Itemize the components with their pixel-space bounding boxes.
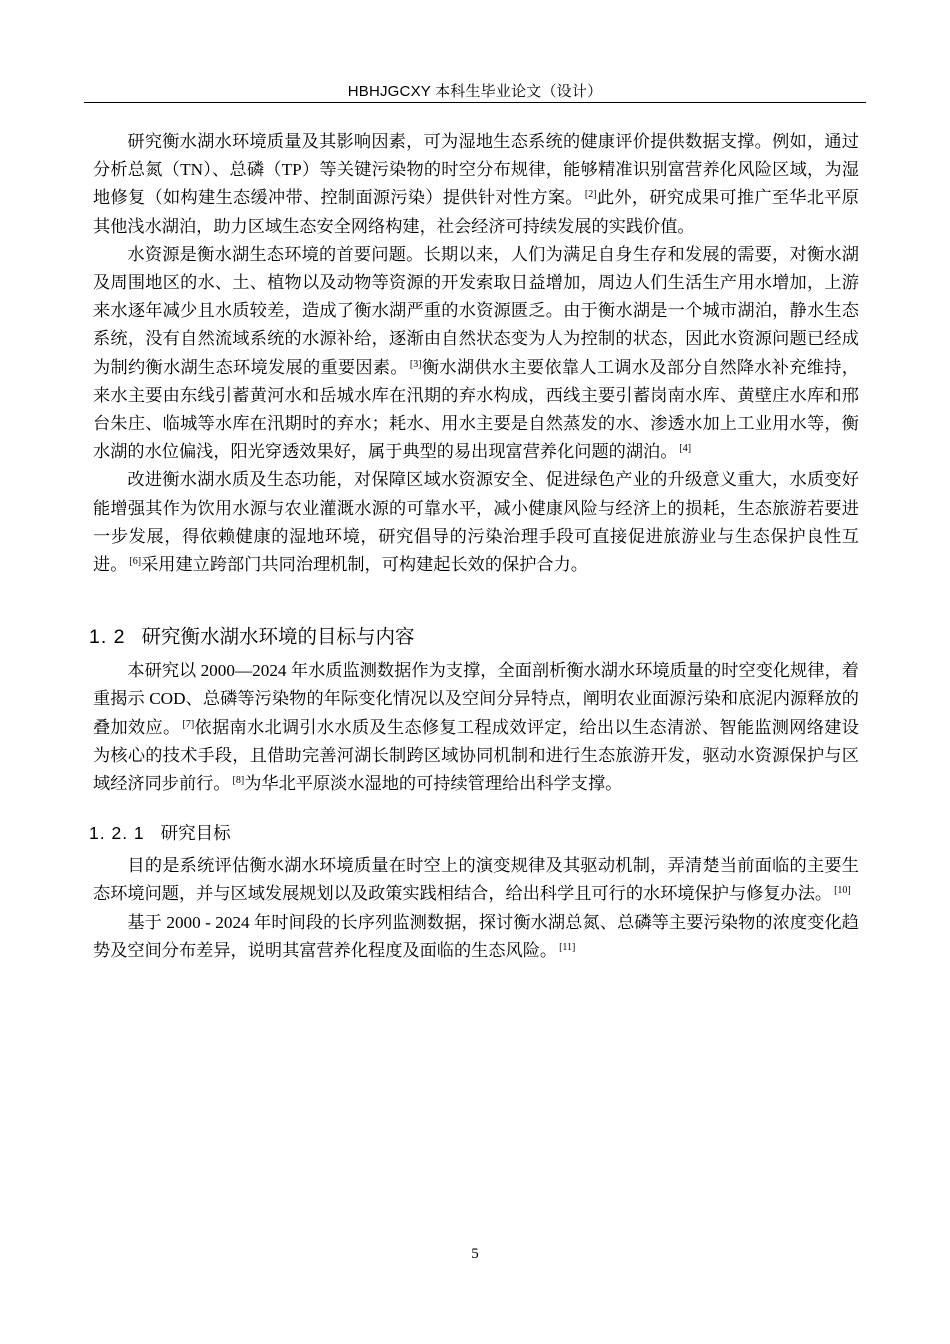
- citation: [11]: [559, 941, 576, 953]
- subsection-heading: [89, 820, 859, 846]
- section-heading: [89, 623, 859, 651]
- header-divider: [84, 102, 866, 103]
- paragraph: 改进衡水湖水质及生态功能，对保障区域水资源安全、促进绿色产业的升级意义重大，水质变好能增强其作为饮用水源与农业灌溉水源的可靠水平，减小健康风险与经济上的损耗，生态旅游若要进一步发展，得依赖健康的湿地环境，研究倡导的污染治理手段可直接促进旅游业与生态保护良性互进。 [6]采用建立跨部门共同治理机制，可构建起长效的保护合力。: [93, 470, 859, 575]
- section-title: 研究衡水湖水环境的目标与内容: [141, 626, 415, 649]
- running-header: HBHJGCXY 本科生毕业论文（设计）: [347, 83, 603, 100]
- citation: [8]: [232, 775, 245, 787]
- citation: [10]: [834, 885, 851, 897]
- main-content: [89, 128, 859, 965]
- paragraph: 基于 2000 - 2024 年时间段的长序列监测数据，探讨衡水湖总氮、总磷等主要污染物的浓度变化趋势及空间分布差异，说明其富营养化程度及面临的生态风险。 [11]: [93, 912, 859, 960]
- citation: [2]: [584, 189, 597, 201]
- citation: [4]: [679, 443, 692, 455]
- section-number: 1. 2: [89, 626, 126, 649]
- paragraph: 研究衡水湖水环境质量及其影响因素，可为湿地生态系统的健康评价提供数据支撑。例如，通过分析总氮（TN）、总磷（TP）等关键污染物的时空分布规律，能够精准识别富营养化风险区域，为湿地修复（如构建生态缓冲带、控制面源污染）提供针对性方案。 [2]此外，研究成果可推广至华北平原其他浅水湖泊，助力区域生态安全网络构建，社会经济可持续发展的实践价值。: [93, 132, 859, 236]
- paragraph: 水资源是衡水湖生态环境的首要问题。长期以来，人们为满足自身生存和发展的需要，对衡水湖及周围地区的水、土、植物以及动物等资源的开发索取日益增加，周边人们生活生产用水增加，上游来水逐年减少且水质较差，造成了衡水湖严重的水资源匮乏。由于衡水湖是一个城市湖泊，静水生态系统，没有自然流域系统的水源补给，逐渐由自然状态变为人为控制的状态，因此水资源问题已经成为制约衡水湖生态环境发展的重要因素。 [3]衡水湖供水主要依靠人工调水及部分自然降水补充维持，来水主要由东线引蓄黄河水和岳城水库在汛期的弃水构成，西线主要引蓄岗南水库、黄壁庄水库和邢台朱庄、临城等水库在汛期时的弃水；耗水、用水主要是自然蒸发的水、渗透水加上工业用水等，衡水湖的水位偏浅，阳光穿透效果好，属于典型的易出现富营养化问题的湖泊。 [4]: [93, 244, 859, 462]
- paragraph: 目的是系统评估衡水湖水环境质量在时空上的演变规律及其驱动机制，弄清楚当前面临的主要生态环境问题，并与区域发展规划以及政策实践相结合，给出科学且可行的水环境保护与修复办法。 [10]: [93, 856, 859, 904]
- citation: [6]: [129, 556, 142, 568]
- citation: [7]: [182, 718, 195, 730]
- citation: [3]: [409, 358, 422, 370]
- subsection-number: 1. 2. 1: [89, 823, 145, 844]
- subsection-title: 研究目标: [160, 823, 231, 844]
- page-number: 5: [471, 1246, 479, 1262]
- paragraph: 本研究以 2000—2024 年水质监测数据作为支撑，全面剖析衡水湖水环境质量的时空变化规律，着重揭示 COD、总磷等污染物的年际变化情况以及空间分异特点，阐明农业面源污染和底泥内源释放的叠加效应。 [7]依据南水北调引水水质及生态修复工程成效评定，给出以生态清淤、智能监测网络建设为核心的技术手段，且借助完善河湖长制跨区域协同机制和进行生态旅游开发，驱动水资源保护与区域经济同步前行。 [8]为华北平原淡水湿地的可持续管理给出科学支撑。: [93, 661, 859, 794]
